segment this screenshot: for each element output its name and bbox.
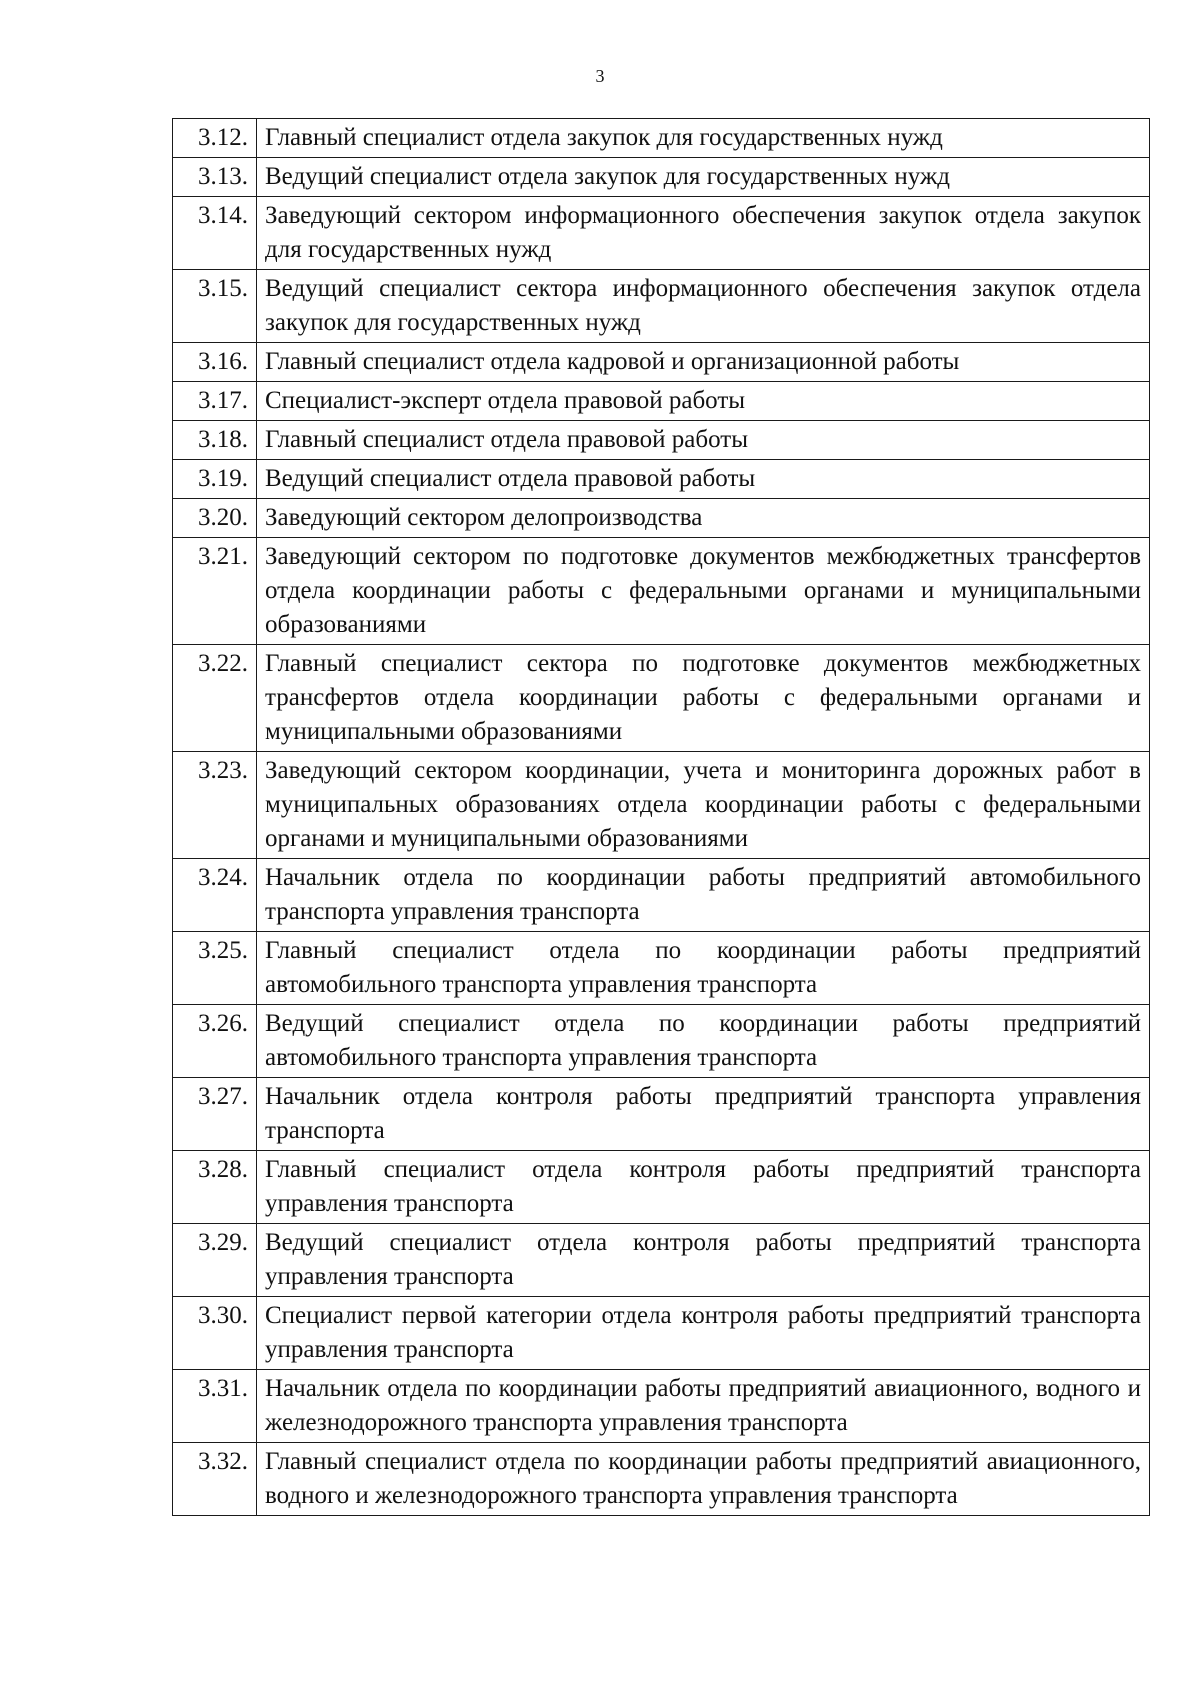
- position-title: Главный специалист сектора по подготовке документов межбюджетных трансфертов отдела координации работы с федеральными органами и муниципальными образованиями: [257, 645, 1150, 752]
- table-row: [173, 932, 1150, 1005]
- position-title: Заведующий сектором по подготовке документов межбюджетных трансфертов отдела координации работы с федеральными органами и муниципальными образованиями: [257, 538, 1150, 645]
- row-number: 3.16.: [173, 343, 257, 382]
- position-title: Главный специалист отдела по координации работы предприятий авиационного, водного и железнодорожного транспорта управления транспорта: [257, 1443, 1150, 1516]
- row-number: 3.15.: [173, 270, 257, 343]
- position-title: Специалист-эксперт отдела правовой работы: [257, 382, 1150, 421]
- row-number: 3.25.: [173, 932, 257, 1005]
- position-title: Главный специалист отдела закупок для государственных нужд: [257, 119, 1150, 158]
- table-row: [173, 1297, 1150, 1370]
- table-row: [173, 1224, 1150, 1297]
- row-number: 3.23.: [173, 752, 257, 859]
- row-number: 3.18.: [173, 421, 257, 460]
- table-row: [173, 460, 1150, 499]
- table-row: [173, 499, 1150, 538]
- row-number: 3.22.: [173, 645, 257, 752]
- table-row: [173, 859, 1150, 932]
- table-row: [173, 382, 1150, 421]
- position-title: Ведущий специалист отдела закупок для государственных нужд: [257, 158, 1150, 197]
- position-title: Главный специалист отдела кадровой и организационной работы: [257, 343, 1150, 382]
- row-number: 3.32.: [173, 1443, 257, 1516]
- position-title: Главный специалист отдела по координации работы предприятий автомобильного транспорта управления транспорта: [257, 932, 1150, 1005]
- position-title: Ведущий специалист отдела контроля работы предприятий транспорта управления транспорта: [257, 1224, 1150, 1297]
- table-row: [173, 270, 1150, 343]
- position-title: Специалист первой категории отдела контроля работы предприятий транспорта управления транспорта: [257, 1297, 1150, 1370]
- row-number: 3.14.: [173, 197, 257, 270]
- row-number: 3.13.: [173, 158, 257, 197]
- row-number: 3.19.: [173, 460, 257, 499]
- table-row: [173, 119, 1150, 158]
- position-title: Ведущий специалист отдела правовой работы: [257, 460, 1150, 499]
- position-title: Ведущий специалист сектора информационного обеспечения закупок отдела закупок для государственных нужд: [257, 270, 1150, 343]
- row-number: 3.12.: [173, 119, 257, 158]
- row-number: 3.17.: [173, 382, 257, 421]
- table-row: [173, 538, 1150, 645]
- table-row: [173, 343, 1150, 382]
- positions-table: [172, 118, 1150, 1516]
- table-row: [173, 1370, 1150, 1443]
- position-title: Начальник отдела по координации работы предприятий авиационного, водного и железнодорожного транспорта управления транспорта: [257, 1370, 1150, 1443]
- table-row: [173, 1078, 1150, 1151]
- position-title: Заведующий сектором делопроизводства: [257, 499, 1150, 538]
- row-number: 3.24.: [173, 859, 257, 932]
- position-title: Главный специалист отдела правовой работы: [257, 421, 1150, 460]
- table-row: [173, 421, 1150, 460]
- position-title: Главный специалист отдела контроля работы предприятий транспорта управления транспорта: [257, 1151, 1150, 1224]
- row-number: 3.20.: [173, 499, 257, 538]
- table-row: [173, 645, 1150, 752]
- row-number: 3.29.: [173, 1224, 257, 1297]
- position-title: Ведущий специалист отдела по координации работы предприятий автомобильного транспорта управления транспорта: [257, 1005, 1150, 1078]
- table-row: [173, 752, 1150, 859]
- row-number: 3.31.: [173, 1370, 257, 1443]
- table-row: [173, 1005, 1150, 1078]
- position-title: Заведующий сектором координации, учета и мониторинга дорожных работ в муниципальных образованиях отдела координации работы с федеральными органами и муниципальными образованиями: [257, 752, 1150, 859]
- table-row: [173, 1151, 1150, 1224]
- row-number: 3.26.: [173, 1005, 257, 1078]
- table-row: [173, 158, 1150, 197]
- page-number: 3: [595, 66, 605, 86]
- position-title: Заведующий сектором информационного обеспечения закупок отдела закупок для государственных нужд: [257, 197, 1150, 270]
- row-number: 3.30.: [173, 1297, 257, 1370]
- row-number: 3.27.: [173, 1078, 257, 1151]
- row-number: 3.21.: [173, 538, 257, 645]
- table-row: [173, 1443, 1150, 1516]
- position-title: Начальник отдела по координации работы предприятий автомобильного транспорта управления транспорта: [257, 859, 1150, 932]
- row-number: 3.28.: [173, 1151, 257, 1224]
- positions-table-body: [173, 119, 1150, 1516]
- position-title: Начальник отдела контроля работы предприятий транспорта управления транспорта: [257, 1078, 1150, 1151]
- table-row: [173, 197, 1150, 270]
